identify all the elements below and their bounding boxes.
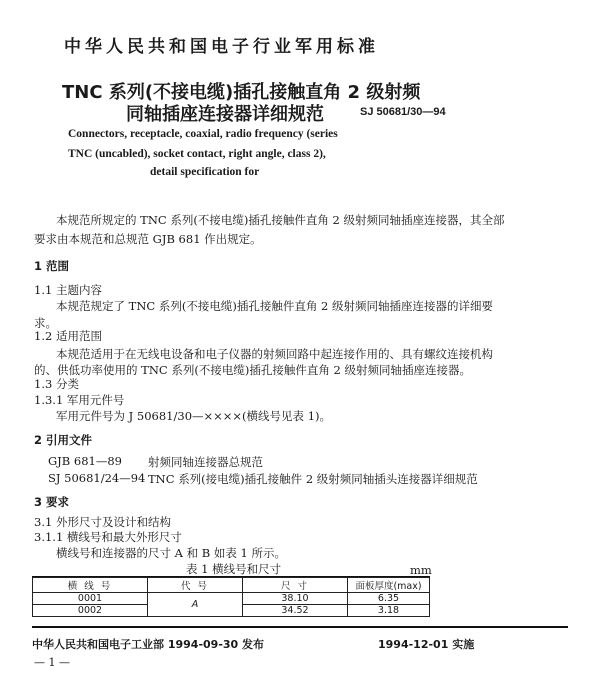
title-cn-line1: TNC 系列(不接电缆)插孔接触直角 2 级射频: [62, 82, 421, 103]
section-1-3-heading: 1.3 分类: [34, 377, 79, 391]
title-en-line3: detail specification for: [150, 166, 260, 178]
section-1-1-line1: 本规范规定了 TNC 系列(不接电缆)插孔接触件直角 2 级射频同轴插座连接器的详细要: [56, 299, 493, 313]
title-en-line1: Connectors, receptacle, coaxial, radio frequency (series: [68, 128, 338, 140]
effective-date: 1994-12-01 实施: [378, 638, 475, 651]
standard-number: SJ 50681/30—94: [360, 106, 446, 118]
section-1-heading: 1 范围: [34, 259, 70, 273]
section-3-1-1-text: 横线号和连接器的尺寸 A 和 B 如表 1 所示。: [56, 546, 287, 560]
table-header-row: [33, 578, 430, 593]
issuer-header: 中华人民共和国电子行业军用标准: [64, 37, 379, 57]
row-code: A: [148, 593, 243, 617]
section-3-heading: 3 要求: [34, 495, 70, 509]
section-3-1-heading: 3.1 外形尺寸及设计和结构: [34, 515, 171, 529]
section-3-1-1-heading: 3.1.1 横线号和最大外形尺寸: [34, 530, 182, 544]
table-caption: 表 1 横线号和尺寸: [186, 562, 282, 576]
publish-date: 中华人民共和国电子工业部 1994-09-30 发布: [32, 638, 265, 651]
section-1-1-line2: 求。: [34, 316, 57, 330]
section-1-1-heading: 1.1 主题内容: [34, 283, 102, 297]
section-1-3-1-heading: 1.3.1 军用元件号: [34, 393, 125, 407]
row-panel-thickness: 6.35: [348, 593, 430, 605]
title-en-line2: TNC (uncabled), socket contact, right angle, class 2),: [68, 148, 326, 160]
section-2-heading: 2 引用文件: [34, 433, 93, 447]
section-1-2-line2: 的、供低功率使用的 TNC 系列(不接电缆)插孔接触件直角 2 级射频同轴插座连接器。: [34, 363, 471, 377]
title-cn-line2: 同轴插座连接器详细规范: [126, 104, 324, 125]
intro-line2: 要求由本规范和总规范 GJB 681 作出规定。: [34, 232, 262, 246]
intro-line1: 本规范所规定的 TNC 系列(不接电缆)插孔接触件直角 2 级射频同轴插座连接器，其全部: [56, 213, 505, 227]
dimensions-table: [32, 577, 430, 617]
header-dash-number: 横 线 号: [33, 578, 148, 593]
row-dash-number: 0001: [33, 593, 148, 605]
row-panel-thickness: 3.18: [348, 605, 430, 617]
footer-rule: [32, 626, 568, 628]
header-size: 尺 寸: [243, 578, 348, 593]
row-size: 38.10: [243, 593, 348, 605]
reference-1-title: 射频同轴连接器总规范: [148, 455, 263, 469]
reference-1-code: GJB 681—89: [48, 454, 122, 468]
section-1-2-line1: 本规范适用于在无线电设备和电子仪器的射频回路中起连接作用的、具有螺纹连接机构: [56, 347, 493, 361]
page-number: — 1 —: [34, 656, 70, 669]
header-code: 代 号: [148, 578, 243, 593]
section-1-3-1-text: 军用元件号为 J 50681/30—××××(横线号见表 1)。: [56, 409, 331, 423]
table-row: [33, 593, 430, 605]
section-1-2-heading: 1.2 适用范围: [34, 329, 102, 343]
row-size: 34.52: [243, 605, 348, 617]
reference-2-code: SJ 50681/24—94: [48, 471, 146, 485]
header-panel-thickness: 面板厚度(max): [348, 578, 430, 593]
reference-2-title: TNC 系列(接电缆)插孔接触件 2 级射频同轴插头连接器详细规范: [148, 472, 478, 486]
row-dash-number: 0002: [33, 605, 148, 617]
table-unit: mm: [410, 563, 432, 577]
